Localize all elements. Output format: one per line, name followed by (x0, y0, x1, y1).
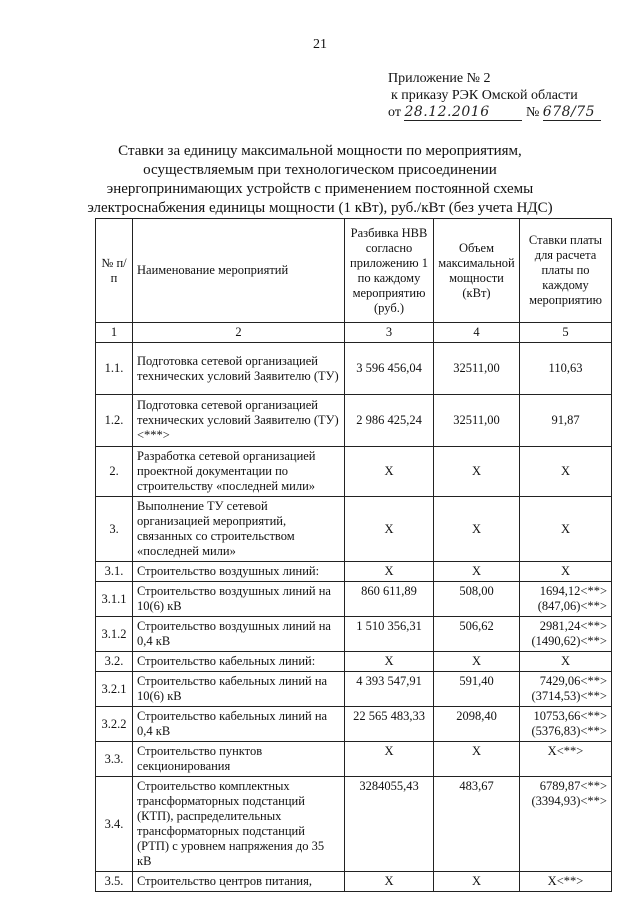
row-nvv: Х (345, 872, 434, 892)
row-name: Строительство кабельных линий: (133, 652, 345, 672)
table-header-row (96, 219, 612, 323)
appendix-block (388, 70, 601, 121)
header-num: № п/п (96, 219, 133, 323)
row-power: 591,40 (434, 672, 520, 707)
table-row (96, 777, 612, 872)
table-row (96, 617, 612, 652)
row-power: 2098,40 (434, 707, 520, 742)
row-name: Строительство кабельных линий на 10(6) кВ (133, 672, 345, 707)
row-power: 32511,00 (434, 343, 520, 395)
row-num: 2. (96, 447, 133, 497)
row-rate: Х<**> (520, 872, 612, 892)
rates-table (95, 218, 612, 892)
row-name: Строительство воздушных линий на 10(6) кВ (133, 582, 345, 617)
table-row (96, 742, 612, 777)
row-power: Х (434, 447, 520, 497)
row-num: 3.2.1 (96, 672, 133, 707)
row-nvv: Х (345, 497, 434, 562)
header-nvv: Разбивка НВВ согласно приложению 1 по каждому мероприятию (руб.) (345, 219, 434, 323)
row-rate: 6789,87<**> (3394,93)<**> (520, 777, 612, 872)
row-num: 3.5. (96, 872, 133, 892)
row-rate: 10753,66<**> (5376,83)<**> (520, 707, 612, 742)
row-rate: Х<**> (520, 742, 612, 777)
row-rate: Х (520, 447, 612, 497)
row-rate: 1694,12<**> (847,06)<**> (520, 582, 612, 617)
row-power: Х (434, 652, 520, 672)
table-row (96, 562, 612, 582)
col-number: 2 (133, 323, 345, 343)
table-row (96, 582, 612, 617)
document-title: Ставки за единицу максимальной мощности по мероприятиям, осуществляемым при технологическом присоединении энергопринимающих устройств с применением постоянной схемы электроснабжения единицы мощности (1 кВт), руб./кВт (без учета НДС) (87, 143, 553, 216)
table-row (96, 672, 612, 707)
row-nvv: 2 986 425,24 (345, 395, 434, 447)
row-name: Строительство центров питания, (133, 872, 345, 892)
table-row (96, 395, 612, 447)
row-rate: 7429,06<**> (3714,53)<**> (520, 672, 612, 707)
row-nvv: 3 596 456,04 (345, 343, 434, 395)
row-num: 3.1. (96, 562, 133, 582)
row-rate: 110,63 (520, 343, 612, 395)
row-num: 3.1.2 (96, 617, 133, 652)
row-nvv: Х (345, 562, 434, 582)
header-power: Объем максимальной мощности (кВт) (434, 219, 520, 323)
col-number: 1 (96, 323, 133, 343)
date-prefix: от (388, 105, 401, 120)
col-number: 3 (345, 323, 434, 343)
row-nvv: Х (345, 742, 434, 777)
table-row (96, 447, 612, 497)
row-num: 3.2. (96, 652, 133, 672)
handwritten-number: 678/75 (542, 104, 596, 120)
number-field (543, 104, 601, 121)
row-num: 3.3. (96, 742, 133, 777)
row-power: 32511,00 (434, 395, 520, 447)
row-nvv: 3284055,43 (345, 777, 434, 872)
number-prefix: № (525, 105, 540, 120)
row-power: 506,62 (434, 617, 520, 652)
row-name: Строительство комплектных трансформаторных подстанций (КТП), распределительных трансформаторных подстанций (РТП) с уровнем напряжения до 35 кВ (133, 777, 345, 872)
row-rate: Х (520, 562, 612, 582)
table-row (96, 343, 612, 395)
header-rate: Ставки платы для расчета платы по каждому мероприятию (520, 219, 612, 323)
appendix-order: к приказу РЭК Омской области (391, 88, 578, 103)
col-number: 4 (434, 323, 520, 343)
row-name: Строительство пунктов секционирования (133, 742, 345, 777)
appendix-date-line (388, 104, 601, 121)
header-name: Наименование мероприятий (133, 219, 345, 323)
page-number: 21 (313, 37, 327, 52)
date-field (404, 104, 522, 121)
table-row (96, 707, 612, 742)
row-nvv: 22 565 483,33 (345, 707, 434, 742)
column-number-row (96, 323, 612, 343)
row-power: Х (434, 742, 520, 777)
row-power: Х (434, 562, 520, 582)
row-name: Строительство воздушных линий: (133, 562, 345, 582)
row-nvv: 1 510 356,31 (345, 617, 434, 652)
row-rate: Х (520, 497, 612, 562)
row-num: 3.2.2 (96, 707, 133, 742)
table-row (96, 872, 612, 892)
table-row (96, 497, 612, 562)
appendix-title: Приложение № 2 (388, 71, 491, 86)
row-num: 1.1. (96, 343, 133, 395)
row-power: Х (434, 497, 520, 562)
row-name: Выполнение ТУ сетевой организацией мероприятий, связанных со строительством «последней мили» (133, 497, 345, 562)
row-num: 1.2. (96, 395, 133, 447)
row-rate: Х (520, 652, 612, 672)
row-num: 3. (96, 497, 133, 562)
row-name: Подготовка сетевой организацией технических условий Заявителю (ТУ) <***> (133, 395, 345, 447)
row-name: Подготовка сетевой организацией технических условий Заявителю (ТУ) (133, 343, 345, 395)
row-name: Строительство кабельных линий на 0,4 кВ (133, 707, 345, 742)
row-num: 3.4. (96, 777, 133, 872)
row-power: Х (434, 872, 520, 892)
row-rate: 91,87 (520, 395, 612, 447)
row-num: 3.1.1 (96, 582, 133, 617)
row-rate: 2981,24<**> (1490,62)<**> (520, 617, 612, 652)
row-name: Разработка сетевой организацией проектной документации по строительству «последней мили» (133, 447, 345, 497)
row-nvv: Х (345, 447, 434, 497)
handwritten-date: 28.12.2016 (404, 104, 490, 120)
row-nvv: Х (345, 652, 434, 672)
col-number: 5 (520, 323, 612, 343)
row-power: 508,00 (434, 582, 520, 617)
row-name: Строительство воздушных линий на 0,4 кВ (133, 617, 345, 652)
row-power: 483,67 (434, 777, 520, 872)
row-nvv: 4 393 547,91 (345, 672, 434, 707)
row-nvv: 860 611,89 (345, 582, 434, 617)
table-row (96, 652, 612, 672)
